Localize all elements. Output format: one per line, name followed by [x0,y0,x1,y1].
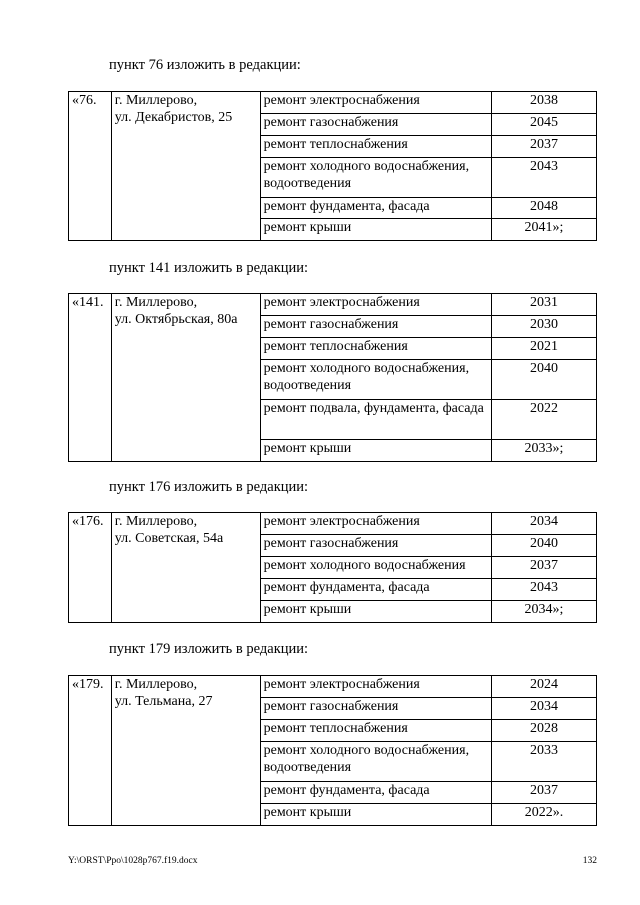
footer-file-path: Y:\ORST\Ppo\1028p767.f19.docx [68,856,198,866]
address-cell [111,294,260,462]
year-cell: 2048 [491,198,596,219]
table-row [69,92,597,114]
year-cell: 2034 [491,698,596,720]
year-cell: 2028 [491,720,596,742]
year-cell: 2041»; [491,219,596,241]
table-row [69,676,597,698]
year-cell: 2033 [491,742,596,782]
year-cell: 2030 [491,316,596,338]
work-type-cell: ремонт газоснабжения [260,698,491,720]
section-intro: пункт 76 изложить в редакции: [109,57,301,73]
work-type-cell: ремонт холодного водоснабжения, водоотведения [260,158,491,198]
section-intro: пункт 179 изложить в редакции: [109,641,309,657]
address-line: ул. Тельмана, 27 [114,694,213,709]
year-cell: 2024 [491,676,596,698]
work-type-cell: ремонт электроснабжения [260,676,491,698]
work-type-cell: ремонт электроснабжения [260,513,491,535]
year-cell: 2043 [491,579,596,601]
work-type-cell: ремонт холодного водоснабжения, водоотведения [260,360,491,400]
year-cell: 2033»; [491,440,596,462]
work-type-cell: ремонт газоснабжения [260,535,491,557]
address-line: г. Миллерово, [114,295,198,310]
work-type-cell: ремонт фундамента, фасада [260,198,491,219]
work-type-cell: ремонт крыши [260,219,491,241]
work-type-cell: ремонт газоснабжения [260,316,491,338]
year-cell: 2034»; [491,601,596,623]
year-cell: 2038 [491,92,596,114]
work-type-cell: ремонт фундамента, фасада [260,579,491,601]
address-cell [111,513,260,623]
work-type-cell: ремонт крыши [260,440,491,462]
repair-schedule-table [68,675,597,826]
repair-schedule-table [68,512,597,623]
address-cell [111,92,260,241]
work-type-cell: ремонт электроснабжения [260,294,491,316]
item-number: «179. [69,676,112,826]
repair-schedule-table [68,293,597,462]
work-type-cell: ремонт газоснабжения [260,114,491,136]
work-type-cell: ремонт подвала, фундамента, фасада [260,400,491,440]
item-number: «76. [69,92,112,241]
work-type-cell: ремонт холодного водоснабжения, водоотведения [260,742,491,782]
footer-page-number: 132 [582,856,597,866]
work-type-cell: ремонт крыши [260,804,491,826]
year-cell: 2037 [491,782,596,804]
table-row [69,513,597,535]
year-cell: 2021 [491,338,596,360]
item-number: «141. [69,294,112,462]
work-type-cell: ремонт теплоснабжения [260,720,491,742]
work-type-cell: ремонт электроснабжения [260,92,491,114]
address-line: г. Миллерово, [114,677,198,692]
year-cell: 2022 [491,400,596,440]
table-row [69,294,597,316]
year-cell: 2040 [491,535,596,557]
section-intro: пункт 141 изложить в редакции: [109,260,309,276]
repair-schedule-table [68,91,597,241]
section-intro: пункт 176 изложить в редакции: [109,479,309,495]
year-cell: 2043 [491,158,596,198]
work-type-cell: ремонт холодного водоснабжения [260,557,491,579]
year-cell: 2037 [491,136,596,158]
address-cell [111,676,260,826]
address-line: г. Миллерово, [114,514,198,529]
work-type-cell: ремонт крыши [260,601,491,623]
work-type-cell: ремонт фундамента, фасада [260,782,491,804]
address-line: ул. Октябрьская, 80а [114,312,238,327]
item-number: «176. [69,513,112,623]
year-cell: 2034 [491,513,596,535]
year-cell: 2040 [491,360,596,400]
year-cell: 2045 [491,114,596,136]
year-cell: 2022». [491,804,596,826]
work-type-cell: ремонт теплоснабжения [260,136,491,158]
work-type-cell: ремонт теплоснабжения [260,338,491,360]
year-cell: 2031 [491,294,596,316]
year-cell: 2037 [491,557,596,579]
address-line: ул. Декабристов, 25 [114,110,233,125]
address-line: ул. Советская, 54а [114,531,224,546]
address-line: г. Миллерово, [114,93,198,108]
